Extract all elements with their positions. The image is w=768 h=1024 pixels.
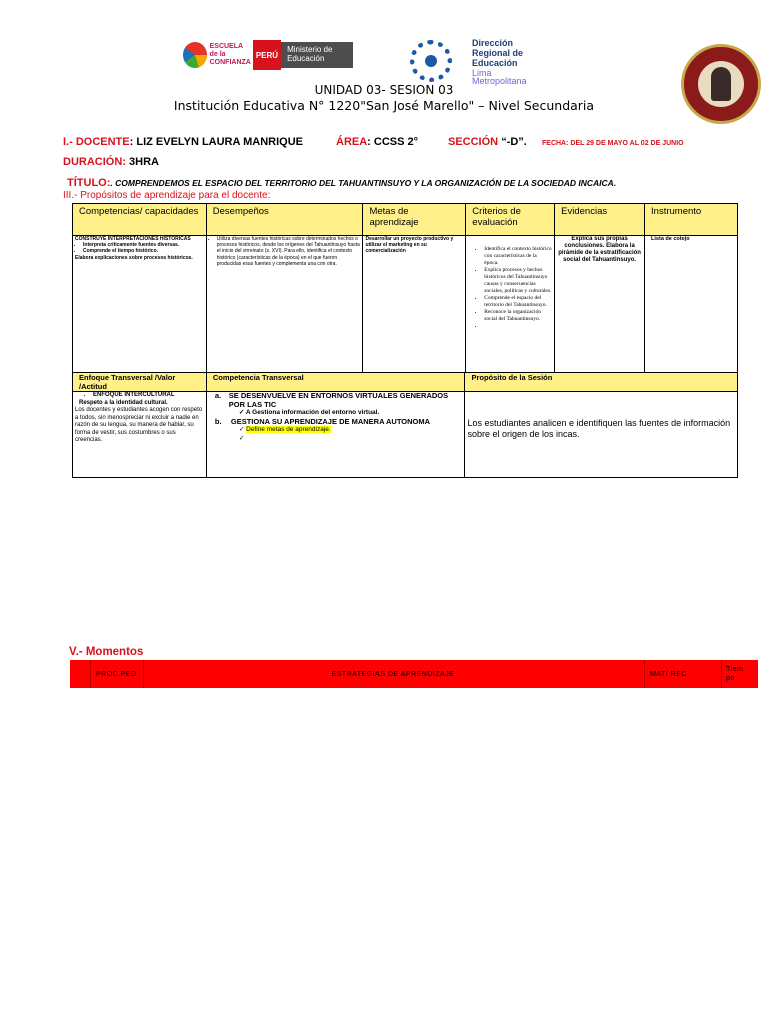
docente-value: : LIZ EVELYN LAURA MANRIQUE xyxy=(129,136,303,148)
propositos-table xyxy=(72,203,738,383)
desempeno-cell xyxy=(206,236,363,383)
titulo-value: . COMPRENDEMOS EL ESPACIO DEL TERRITORIO DEL TAHUANTINSUYO Y LA ORGANIZACIÓN DE LA SOCIEDAD INCAICA. xyxy=(110,178,617,188)
col-proc-ped: PROC.PED xyxy=(96,670,137,678)
col-desempenos: Desempeños xyxy=(206,204,363,236)
seccion-value: “-D”. xyxy=(501,136,527,148)
area-value: : CCSS 2° xyxy=(367,136,419,148)
checkmark-icon: ✓ xyxy=(238,426,247,433)
propositos-body-row xyxy=(73,236,738,383)
instrumento-cell: Lista de cotejo xyxy=(645,236,738,383)
momentos-heading: V.- Momentos xyxy=(69,646,144,658)
competencia-transversal-cell: a. SE DESENVUELVE EN ENTORNOS VIRTUALES GENERADOS POR LAS TIC ✓ A Gestiona información del entorno virtual. b. GESTIONA SU APRENDIZAJE DE MANERA AUTONOMA ✓ Define metas de aprendizaje. ✓ xyxy=(206,392,465,478)
comp-b-check: Define metas de aprendizaje. xyxy=(246,426,331,433)
drelm-mark-icon xyxy=(410,40,452,82)
criterio-item-4: • Reconoce la organización social del Tahuantinsuyo. xyxy=(484,309,552,323)
fecha-text: FECHA: DEL 29 DE MAYO AL 02 DE JUNIO xyxy=(542,140,684,147)
drelm-logo xyxy=(410,38,550,84)
drelm-line-1: Dirección xyxy=(472,38,514,48)
enfoque-table xyxy=(72,372,738,478)
col-competencias: Competencias/ capacidades xyxy=(73,204,207,236)
proposito-text: Los estudiantes analicen e identifiquen las fuentes de información sobre el origen de los incas. xyxy=(467,417,731,439)
drelm-line-3: Educación xyxy=(472,58,518,68)
docente-label: I.- DOCENTE xyxy=(63,136,130,148)
school-title: Institución Educativa N° 1220"San José Marello" – Nivel Secundaria xyxy=(173,98,595,113)
competencia-title: CONSTRUYE INTERPRETACIONES HISTORICAS xyxy=(75,236,191,242)
criterio-item-1: • Identifica el contexto histórico con características de la época. xyxy=(484,246,552,267)
drelm-line-4: Lima xyxy=(472,68,492,78)
titulo-field xyxy=(67,177,616,189)
enfoque-cell xyxy=(73,392,207,478)
unit-title: UNIDAD 03- SESION 03 xyxy=(314,83,454,97)
competencia-item-1: • Interpreta críticamente fuentes diversas. xyxy=(83,242,204,248)
propositos-header-row xyxy=(73,204,738,236)
duracion-value: 3HRA xyxy=(129,156,159,168)
col-instrumento: Instrumento xyxy=(645,204,738,236)
duracion-label: DURACIÓN: xyxy=(63,156,126,168)
area-field xyxy=(336,136,418,148)
checkmark-icon: ✓ xyxy=(238,434,245,442)
peru-badge: PERÚ xyxy=(253,40,281,70)
drelm-line-5: Metropolitana xyxy=(472,76,527,86)
drelm-line-2: Regional de xyxy=(472,48,524,58)
minedu-logo-text: Ministerio de Educación xyxy=(281,42,353,68)
col-criterios: Criterios de evaluación xyxy=(466,204,555,236)
competencias-cell xyxy=(73,236,207,383)
escuela-logo-text: ESCUELA de la CONFIANZA xyxy=(209,43,251,66)
enfoque-item: • ENFOQUE INTERCULTURAL xyxy=(93,392,204,400)
escuela-confianza-logo xyxy=(183,38,353,72)
col-enfoque: Enfoque Transversal /Valor /Actitud xyxy=(73,373,207,392)
duracion-field xyxy=(63,156,159,168)
titulo-label: TÍTULO: xyxy=(67,177,111,189)
criterios-cell xyxy=(466,236,555,383)
enfoque-header-row xyxy=(73,373,738,392)
competencia-item-2: • Comprende el tiempo histórico. xyxy=(83,248,204,254)
enfoque-valor: Respeto a la identidad cultural. xyxy=(79,399,168,406)
comp-a-check: A Gestiona información del entorno virtual. xyxy=(245,409,380,416)
area-label: ÁREA xyxy=(336,136,368,148)
criterio-item-3: • Comprende el espacio del territorio del Tahuantinsuyo. xyxy=(484,295,552,309)
evidencias-cell: Explica sus propias conclusiones. Elabora la pirámide de la estratificación social del Tahuantinsuyo. xyxy=(555,236,645,383)
col-metas: Metas de aprendizaje xyxy=(363,204,466,236)
comp-b-text: GESTIONA SU APRENDIZAJE DE MANERA AUTONOMA xyxy=(230,416,431,426)
criterio-item-5 xyxy=(484,323,552,330)
desempeno-text: • Utiliza diversas fuentes históricas sobre determinados hechos o procesos históricos, desde los orígenes del Tahuantinsuyo hasta el inicio del virreinato (s. XVI). Para ello, identifica el contexto histórico (características de la época) en el que fueron producidas esas fuentes y complementa una con otra. xyxy=(217,236,361,267)
propositos-heading: III.- Propósitos de aprendizaje para el docente: xyxy=(63,190,271,201)
col-tiempo: Tiem po xyxy=(726,666,744,682)
col-proposito: Propósito de la Sesión xyxy=(465,373,738,392)
enfoque-body-row xyxy=(73,392,738,478)
seccion-field xyxy=(448,136,527,148)
seccion-label: SECCIÓN xyxy=(448,136,499,148)
docente-field xyxy=(63,136,303,148)
criterio-item-2: • Explica procesos y hechos históricos del Tahuantinsuyo causas y consecuencias sociales, políticas y culturales. xyxy=(484,267,552,295)
col-competencia-transversal: Competencia Transversal xyxy=(206,373,465,392)
competencia-extra: Elabora explicaciones sobre procesos históricos. xyxy=(75,254,193,261)
proposito-cell xyxy=(465,392,738,478)
enfoque-text: Los docentes y estudiantes acogen con respeto a todos, sin menospreciar ni excluir a nadie en razón de su lengua, su manera de hablar, su forma de vestir, sus costumbres o sus creencias. xyxy=(75,407,203,443)
metas-cell: Desarrollar un proyecto productivo y utilizar el marketing en su comercialización xyxy=(363,236,466,383)
col-evidencias: Evidencias xyxy=(555,204,645,236)
escuela-swirl-icon xyxy=(183,42,207,68)
checkmark-icon: ✓ xyxy=(238,409,246,416)
col-mat-rec: MAT/ REC xyxy=(650,670,687,678)
comp-a-text: SE DESENVUELVE EN ENTORNOS VIRTUALES GENERADOS POR LAS TIC xyxy=(228,391,449,409)
col-estrategias: ESTRATEGIAS DE APRENDIZAJE xyxy=(331,670,455,678)
momentos-header-bar xyxy=(70,660,758,688)
